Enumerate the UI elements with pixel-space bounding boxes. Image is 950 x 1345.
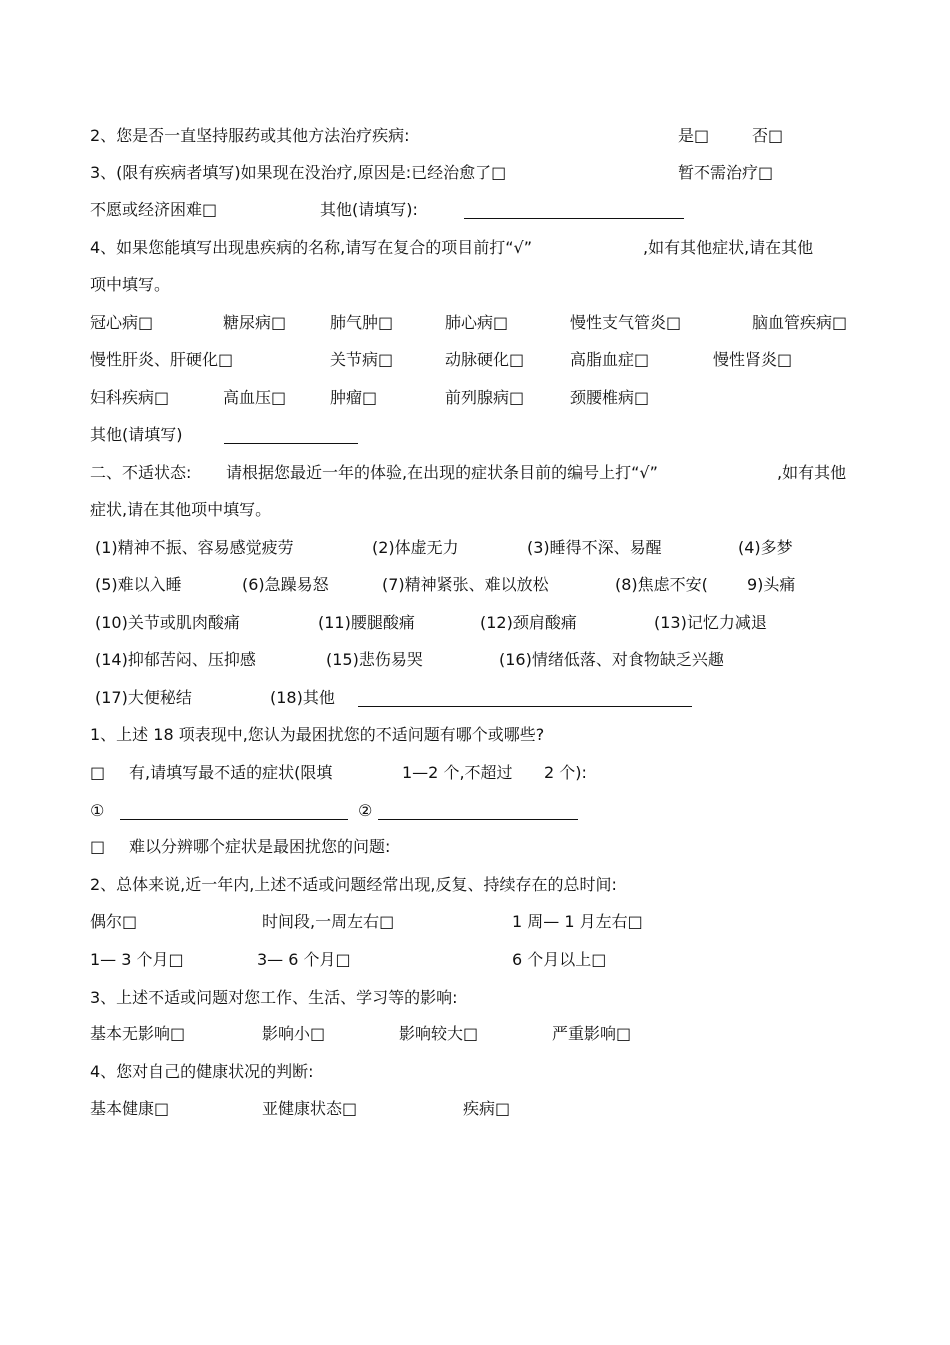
q4-text: 4、您对自己的健康状况的判断: — [90, 1062, 314, 1081]
disease-checkbox[interactable]: 前列腺病□ — [445, 388, 525, 407]
disease-row-1 — [90, 310, 865, 336]
question-3-row — [90, 160, 810, 186]
disease-checkbox[interactable]: 脑血管疾病□ — [752, 313, 848, 332]
disease-checkbox[interactable]: 肿瘤□ — [330, 388, 378, 407]
symptom-blank-2[interactable] — [378, 819, 578, 820]
symptom-row-5 — [90, 685, 710, 711]
symptom-item[interactable]: (13)记忆力减退 — [654, 613, 767, 632]
option-no-need-checkbox[interactable]: 暂不需治疗□ — [678, 163, 774, 182]
symptom-row-1 — [90, 535, 830, 561]
duration-checkbox[interactable]: 时间段,一周左右□ — [262, 912, 395, 931]
symptom-item[interactable]: (14)抑郁苦闷、压抑感 — [95, 650, 256, 669]
disease-row-2 — [90, 347, 865, 373]
symptom-item[interactable]: (15)悲伤易哭 — [326, 650, 423, 669]
q2-options-row-2 — [90, 947, 710, 973]
question-2-row — [90, 123, 810, 149]
disease-checkbox[interactable]: 妇科疾病□ — [90, 388, 170, 407]
q2-row — [90, 872, 790, 898]
symptom-item[interactable]: (10)关节或肌肉酸痛 — [95, 613, 240, 632]
disease-checkbox[interactable]: 冠心病□ — [90, 313, 154, 332]
section-2-title-row — [90, 460, 865, 486]
q1-blanks-row — [90, 798, 610, 824]
disease-checkbox[interactable]: 慢性肝炎、肝硬化□ — [90, 350, 234, 369]
q1-text: 1、上述 18 项表现中,您认为最困扰您的不适问题有哪个或哪些? — [90, 725, 545, 744]
question-4-text-cont: ,如有其他症状,请在其他 — [643, 238, 814, 257]
section-2-instructions-line2: 症状,请在其他项中填写。 — [90, 500, 272, 519]
symptom-item[interactable]: (17)大便秘结 — [95, 688, 192, 707]
symptom-item[interactable]: (1)精神不振、容易感觉疲劳 — [95, 538, 294, 557]
q1-option-hard-row — [90, 834, 510, 860]
other-reason-field[interactable] — [464, 218, 684, 219]
section-2-instructions-cont: ,如有其他 — [777, 463, 847, 482]
health-checkbox[interactable]: 亚健康状态□ — [262, 1099, 358, 1118]
symptom-other-field[interactable] — [358, 706, 692, 707]
question-4-text: 4、如果您能填写出现患疾病的名称,请写在复合的项目前打“√” — [90, 238, 533, 257]
symptom-item[interactable]: (12)颈肩酸痛 — [480, 613, 577, 632]
symptom-item[interactable]: (2)体虚无力 — [372, 538, 459, 557]
q3-row — [90, 985, 710, 1011]
q3-options-row — [90, 1021, 710, 1047]
disease-checkbox[interactable]: 高脂血症□ — [570, 350, 650, 369]
disease-other-row — [90, 422, 390, 448]
impact-checkbox[interactable]: 基本无影响□ — [90, 1024, 186, 1043]
symptom-item[interactable]: (11)腰腿酸痛 — [318, 613, 415, 632]
q2-text: 2、总体来说,近一年内,上述不适或问题经常出现,反复、持续存在的总时间: — [90, 875, 617, 894]
health-checkbox[interactable]: 疾病□ — [463, 1099, 511, 1118]
option-yes-checkbox[interactable]: 是□ — [678, 126, 710, 145]
health-checkbox[interactable]: 基本健康□ — [90, 1099, 170, 1118]
blank-1-marker: ① — [90, 801, 105, 820]
option-other-label: 其他(请填写): — [320, 200, 418, 219]
duration-checkbox[interactable]: 6 个月以上□ — [512, 950, 607, 969]
symptom-item[interactable]: (6)急躁易怒 — [242, 575, 329, 594]
question-4-row-2 — [90, 272, 290, 298]
q1-yes-range: 1—2 个,不超过 — [402, 763, 513, 782]
option-unwilling-checkbox[interactable]: 不愿或经济困难□ — [90, 200, 218, 219]
disease-checkbox[interactable]: 慢性支气管炎□ — [570, 313, 682, 332]
impact-checkbox[interactable]: 影响小□ — [262, 1024, 326, 1043]
q1-hard-text: 难以分辨哪个症状是最困扰您的问题: — [129, 837, 391, 856]
disease-checkbox[interactable]: 动脉硬化□ — [445, 350, 525, 369]
section-2-title: 二、不适状态: — [90, 463, 192, 482]
question-2-text: 2、您是否一直坚持服药或其他方法治疗疾病: — [90, 126, 410, 145]
symptom-row-4 — [90, 647, 830, 673]
disease-checkbox[interactable]: 肺气肿□ — [330, 313, 394, 332]
symptom-item[interactable]: (18)其他 — [270, 688, 335, 707]
symptom-item[interactable]: (3)睡得不深、易醒 — [527, 538, 662, 557]
question-4-text-line2: 项中填写。 — [90, 275, 171, 294]
disease-row-3 — [90, 385, 865, 411]
symptom-item[interactable]: 9)头痛 — [747, 575, 796, 594]
symptom-row-3 — [90, 610, 830, 636]
symptom-item[interactable]: (16)情绪低落、对食物缺乏兴趣 — [499, 650, 724, 669]
impact-checkbox[interactable]: 影响较大□ — [399, 1024, 479, 1043]
symptom-item[interactable]: (7)精神紧张、难以放松 — [382, 575, 549, 594]
disease-checkbox[interactable]: 糖尿病□ — [223, 313, 287, 332]
section-2-title-row-2 — [90, 497, 390, 523]
symptom-row-2 — [90, 572, 830, 598]
q2-options-row-1 — [90, 909, 710, 935]
disease-checkbox[interactable]: 关节病□ — [330, 350, 394, 369]
q1-option-yes-row — [90, 760, 710, 786]
q1-hard-checkbox[interactable]: □ — [90, 837, 106, 856]
disease-checkbox[interactable]: 高血压□ — [223, 388, 287, 407]
duration-checkbox[interactable]: 1— 3 个月□ — [90, 950, 184, 969]
symptom-item[interactable]: (5)难以入睡 — [95, 575, 182, 594]
option-no-checkbox[interactable]: 否□ — [752, 126, 784, 145]
disease-checkbox[interactable]: 颈腰椎病□ — [570, 388, 650, 407]
blank-2-marker: ② — [358, 801, 373, 820]
duration-checkbox[interactable]: 偶尔□ — [90, 912, 138, 931]
q4-row — [90, 1059, 710, 1085]
q3-text: 3、上述不适或问题对您工作、生活、学习等的影响: — [90, 988, 458, 1007]
question-3-row-2 — [90, 197, 690, 223]
disease-other-field[interactable] — [224, 443, 358, 444]
duration-checkbox[interactable]: 3— 6 个月□ — [257, 950, 351, 969]
q1-yes-max: 2 个): — [544, 763, 587, 782]
symptom-item[interactable]: (4)多梦 — [738, 538, 793, 557]
question-4-row — [90, 235, 865, 261]
symptom-item[interactable]: (8)焦虑不安( — [615, 575, 708, 594]
disease-checkbox[interactable]: 慢性肾炎□ — [713, 350, 793, 369]
q1-yes-checkbox[interactable]: □ — [90, 763, 106, 782]
duration-checkbox[interactable]: 1 周— 1 月左右□ — [512, 912, 643, 931]
disease-other-label: 其他(请填写) — [90, 425, 183, 444]
symptom-blank-1[interactable] — [120, 819, 348, 820]
disease-checkbox[interactable]: 肺心病□ — [445, 313, 509, 332]
section-2-instructions: 请根据您最近一年的体验,在出现的症状条目前的编号上打“√” — [226, 463, 658, 482]
q1-yes-text: 有,请填写最不适的症状(限填 — [129, 763, 333, 782]
impact-checkbox[interactable]: 严重影响□ — [552, 1024, 632, 1043]
q1-row — [90, 722, 710, 748]
question-3-text[interactable]: 3、(限有疾病者填写)如果现在没治疗,原因是:已经治愈了□ — [90, 163, 507, 182]
q4-options-row — [90, 1096, 710, 1122]
